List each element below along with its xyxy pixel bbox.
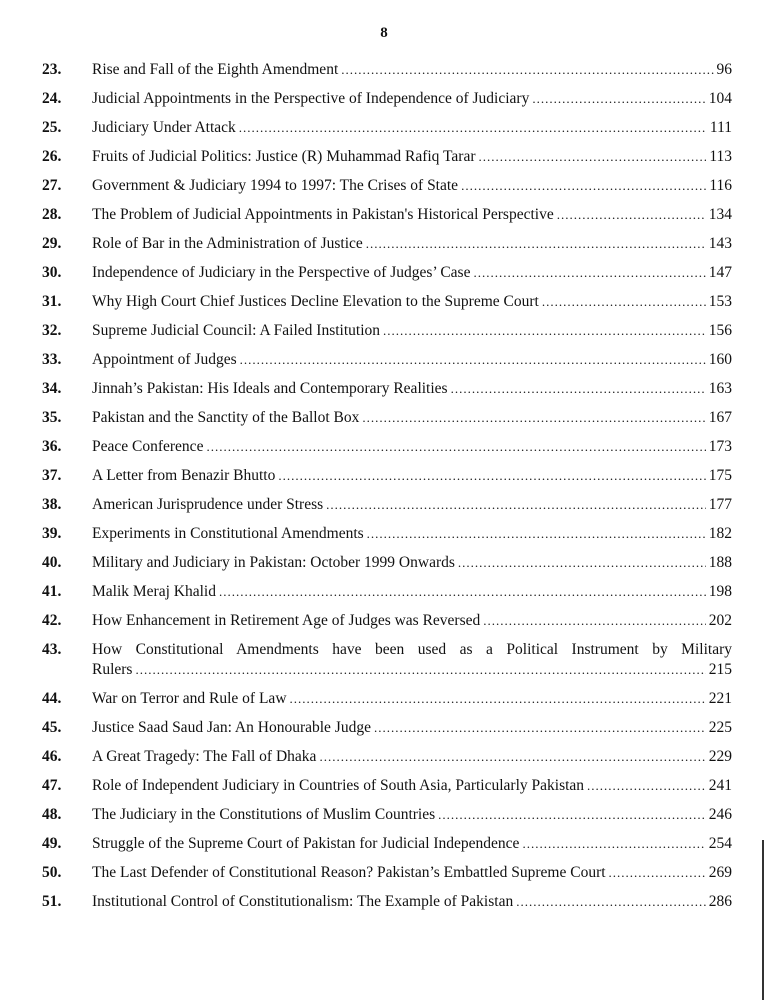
entry-page: 96 — [716, 61, 732, 78]
entry-number: 51. — [42, 893, 62, 910]
entry-page: 269 — [708, 864, 732, 881]
entry-page: 153 — [708, 293, 732, 310]
toc-entry[interactable] — [42, 437, 732, 457]
dot-leader — [383, 321, 706, 341]
entry-title-line1: How Constitutional Amendments have been used as a Political Instrument by Military — [92, 641, 732, 658]
dot-leader — [278, 466, 705, 486]
entry-number: 30. — [42, 264, 62, 281]
entry-title: Judiciary Under Attack — [92, 119, 236, 136]
entry-page: 111 — [709, 119, 732, 136]
entry-page: 198 — [708, 583, 732, 600]
dot-leader — [516, 892, 706, 912]
toc-entry[interactable] — [42, 834, 732, 854]
entry-page: 241 — [708, 777, 732, 794]
toc-entry[interactable] — [42, 495, 732, 515]
toc-entry[interactable] — [42, 176, 732, 196]
toc-entry[interactable] — [42, 292, 732, 312]
dot-leader — [206, 437, 705, 457]
entry-title: Why High Court Chief Justices Decline Elevation to the Supreme Court — [92, 293, 539, 310]
entry-title: American Jurisprudence under Stress — [92, 496, 324, 513]
entry-title: Jinnah’s Pakistan: His Ideals and Contemporary Realities — [92, 380, 448, 397]
entry-page: 163 — [708, 380, 732, 397]
dot-leader — [438, 805, 706, 825]
dot-leader — [135, 660, 705, 680]
toc-entry[interactable] — [42, 776, 732, 796]
toc-entry[interactable] — [42, 640, 732, 680]
dot-leader — [326, 495, 706, 515]
dot-leader — [532, 89, 705, 109]
toc-entry[interactable] — [42, 263, 732, 283]
toc-entry[interactable] — [42, 805, 732, 825]
toc-entry[interactable] — [42, 234, 732, 254]
entry-number: 49. — [42, 835, 62, 852]
entry-title: Rulers — [92, 661, 133, 678]
entry-title: The Problem of Judicial Appointments in Pakistan's Historical Perspective — [92, 206, 554, 223]
entry-title: Institutional Control of Constitutionalism: The Example of Pakistan — [92, 893, 514, 910]
dot-leader — [366, 234, 706, 254]
entry-title: Government & Judiciary 1994 to 1997: The Crises of State — [92, 177, 459, 194]
entry-number: 41. — [42, 583, 62, 600]
entry-page: 229 — [708, 748, 732, 765]
entry-page: 147 — [708, 264, 732, 281]
entry-page: 116 — [709, 177, 732, 194]
toc-entry[interactable] — [42, 524, 732, 544]
entry-number: 35. — [42, 409, 62, 426]
toc-entry[interactable] — [42, 205, 732, 225]
dot-leader — [473, 263, 705, 283]
entry-title: Fruits of Judicial Politics: Justice (R) Muhammad Rafiq Tarar — [92, 148, 476, 165]
dot-leader — [362, 408, 705, 428]
entry-number: 48. — [42, 806, 62, 823]
toc-entry[interactable] — [42, 408, 732, 428]
entry-title: Rise and Fall of the Eighth Amendment — [92, 61, 339, 78]
entry-title: How Enhancement in Retirement Age of Judges was Reversed — [92, 612, 481, 629]
entry-number: 39. — [42, 525, 62, 542]
toc-entry[interactable] — [42, 350, 732, 370]
entry-page: 160 — [708, 351, 732, 368]
entry-number: 27. — [42, 177, 62, 194]
entry-title: Peace Conference — [92, 438, 204, 455]
entry-page: 221 — [708, 690, 732, 707]
entry-number: 37. — [42, 467, 62, 484]
entry-title: The Last Defender of Constitutional Reason? Pakistan’s Embattled Supreme Court — [92, 864, 606, 881]
toc-entry[interactable] — [42, 89, 732, 109]
toc-entry[interactable] — [42, 147, 732, 167]
page-number: 8 — [380, 25, 388, 41]
dot-leader — [290, 689, 706, 709]
table-of-contents — [42, 60, 732, 921]
entry-page: 286 — [708, 893, 732, 910]
entry-title: Struggle of the Supreme Court of Pakistan for Judicial Independence — [92, 835, 520, 852]
entry-number: 50. — [42, 864, 62, 881]
entry-page: 113 — [709, 148, 732, 165]
entry-page: 175 — [708, 467, 732, 484]
toc-entry[interactable] — [42, 321, 732, 341]
entry-title: War on Terror and Rule of Law — [92, 690, 287, 707]
dot-leader — [609, 863, 706, 883]
dot-leader — [461, 176, 706, 196]
entry-number: 47. — [42, 777, 62, 794]
entry-page: 134 — [708, 206, 732, 223]
dot-leader — [483, 611, 705, 631]
toc-entry[interactable] — [42, 892, 732, 912]
entry-number: 46. — [42, 748, 62, 765]
entry-page: 104 — [708, 90, 732, 107]
entry-number: 36. — [42, 438, 62, 455]
toc-entry[interactable] — [42, 863, 732, 883]
toc-entry[interactable] — [42, 747, 732, 767]
entry-title: Role of Independent Judiciary in Countries of South Asia, Particularly Pakistan — [92, 777, 585, 794]
dot-leader — [367, 524, 706, 544]
entry-page: 254 — [708, 835, 732, 852]
toc-entry[interactable] — [42, 582, 732, 602]
entry-page: 182 — [708, 525, 732, 542]
entry-number: 24. — [42, 90, 62, 107]
toc-entry[interactable] — [42, 718, 732, 738]
entry-number: 44. — [42, 690, 62, 707]
entry-title: Experiments in Constitutional Amendments — [92, 525, 364, 542]
toc-entry[interactable] — [42, 60, 732, 80]
entry-page: 167 — [708, 409, 732, 426]
entry-page: 156 — [708, 322, 732, 339]
entry-page: 202 — [708, 612, 732, 629]
toc-entry[interactable] — [42, 611, 732, 631]
dot-leader — [542, 292, 706, 312]
dot-leader — [319, 747, 705, 767]
dot-leader — [240, 350, 706, 370]
entry-number: 31. — [42, 293, 62, 310]
dot-leader — [458, 553, 706, 573]
entry-page: 246 — [708, 806, 732, 823]
dot-leader — [479, 147, 707, 167]
entry-page: 177 — [708, 496, 732, 513]
toc-entry[interactable] — [42, 466, 732, 486]
dot-leader — [374, 718, 706, 738]
entry-number: 29. — [42, 235, 62, 252]
entry-title: A Letter from Benazir Bhutto — [92, 467, 276, 484]
entry-title: Justice Saad Saud Jan: An Honourable Judge — [92, 719, 371, 736]
dot-leader — [239, 118, 707, 138]
entry-title: The Judiciary in the Constitutions of Muslim Countries — [92, 806, 436, 823]
dot-leader — [451, 379, 706, 399]
entry-number: 38. — [42, 496, 62, 513]
entry-number: 40. — [42, 554, 62, 571]
entry-title: Role of Bar in the Administration of Justice — [92, 235, 363, 252]
entry-title: Military and Judiciary in Pakistan: October 1999 Onwards — [92, 554, 455, 571]
dot-leader — [219, 582, 706, 602]
entry-title: A Great Tragedy: The Fall of Dhaka — [92, 748, 317, 765]
entry-number: 45. — [42, 719, 62, 736]
scan-edge-mark — [762, 840, 764, 1000]
entry-title: Appointment of Judges — [92, 351, 237, 368]
entry-number: 28. — [42, 206, 62, 223]
toc-entry[interactable] — [42, 118, 732, 138]
entry-number: 43. — [42, 641, 62, 658]
entry-number: 23. — [42, 61, 62, 78]
entry-page: 225 — [708, 719, 732, 736]
entry-page: 215 — [708, 661, 732, 678]
entry-number: 25. — [42, 119, 62, 136]
dot-leader — [341, 60, 713, 80]
entry-page: 143 — [708, 235, 732, 252]
entry-number: 33. — [42, 351, 62, 368]
entry-title: Supreme Judicial Council: A Failed Institution — [92, 322, 381, 339]
toc-entry[interactable] — [42, 553, 732, 573]
entry-page: 173 — [708, 438, 732, 455]
entry-number: 32. — [42, 322, 62, 339]
entry-page: 188 — [708, 554, 732, 571]
entry-number: 34. — [42, 380, 62, 397]
entry-number: 42. — [42, 612, 62, 629]
dot-leader — [557, 205, 706, 225]
entry-title: Pakistan and the Sanctity of the Ballot Box — [92, 409, 360, 426]
entry-number: 26. — [42, 148, 62, 165]
dot-leader — [522, 834, 705, 854]
entry-title: Malik Meraj Khalid — [92, 583, 216, 600]
entry-title: Independence of Judiciary in the Perspective of Judges’ Case — [92, 264, 471, 281]
entry-title: Judicial Appointments in the Perspective of Independence of Judiciary — [92, 90, 530, 107]
dot-leader — [587, 776, 706, 796]
toc-entry[interactable] — [42, 689, 732, 709]
toc-entry[interactable] — [42, 379, 732, 399]
